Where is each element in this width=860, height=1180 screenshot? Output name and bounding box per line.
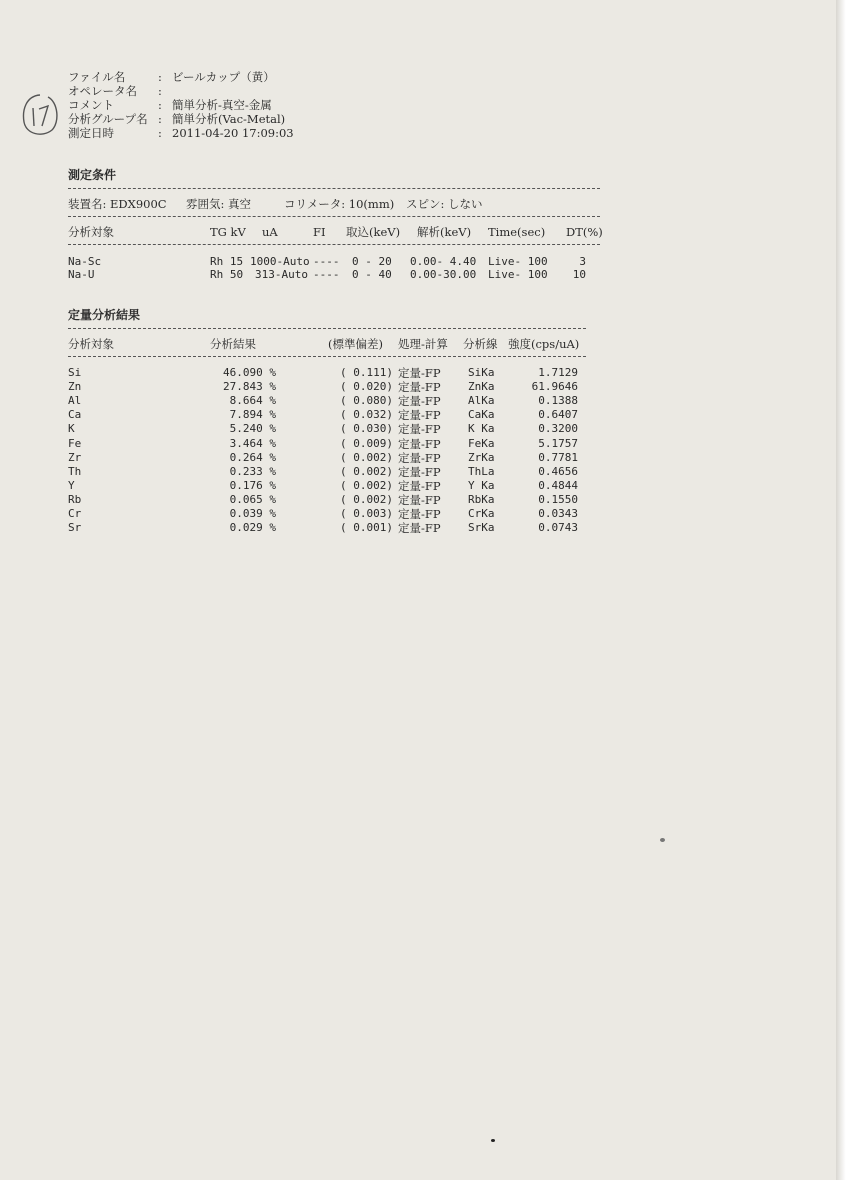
result-value: 5.240 % [229, 422, 276, 436]
result-intensity: 0.4844 [538, 478, 578, 492]
colon: : [158, 112, 162, 126]
result-value: 0.065 % [229, 492, 276, 506]
result-line: ZrKa [468, 450, 495, 464]
result-line: RbKa [468, 492, 495, 506]
result-intensity: 0.0743 [538, 521, 578, 535]
result-value: 46.090 % [223, 366, 276, 379]
cond-time: Live- 100 [488, 255, 548, 268]
result-process: 定量-FP [398, 450, 441, 465]
result-value: 0.029 % [229, 521, 276, 535]
cond-fi: ---- [313, 268, 340, 281]
spin: スピン: しない [406, 197, 483, 211]
cond-ua: 313-Auto [255, 268, 308, 281]
cond-tg-kv: Rh 50 [210, 268, 244, 281]
comment-label: コメント [68, 98, 114, 112]
result-stddev: ( 0.009) [340, 436, 393, 450]
result-value: 27.843 % [223, 380, 276, 394]
result-stddev: ( 0.002) [340, 464, 393, 478]
result-intensity: 0.4656 [538, 464, 578, 478]
cond-dt: 3 [579, 255, 586, 268]
result-element: Zr [68, 450, 82, 464]
col-time: Time(sec) [488, 225, 546, 239]
file-value: ビールカップ（黄） [172, 70, 275, 84]
result-line: CrKa [468, 507, 495, 520]
result-process: 定量-FP [398, 507, 441, 521]
result-stddev: ( 0.030) [340, 422, 393, 436]
result-element: Zn [68, 380, 82, 394]
collimator: コリメータ: 10(mm) [284, 197, 395, 211]
colon: : [158, 126, 162, 140]
result-process: 定量-FP [398, 464, 441, 479]
result-intensity: 0.7781 [538, 450, 578, 464]
col-fi: FI [313, 225, 326, 239]
result-element: K [68, 422, 75, 436]
date-value: 2011-04-20 17:09:03 [172, 126, 294, 140]
divider [68, 244, 600, 245]
col-result: 分析結果 [210, 337, 256, 351]
cond-ana: 0.00-30.00 [410, 268, 477, 281]
cond-ana: 0.00- 4.40 [410, 255, 477, 268]
result-value: 3.464 % [229, 436, 276, 450]
cond-target: Na-Sc [68, 255, 102, 268]
col-ua: uA [262, 225, 278, 239]
result-line: ZnKa [468, 380, 495, 394]
result-line: SiKa [468, 366, 495, 379]
result-stddev: ( 0.111) [340, 366, 393, 379]
result-element: Fe [68, 436, 82, 450]
cond-acq: 0 - 20 [352, 255, 392, 268]
cond-dt: 10 [572, 268, 586, 281]
col-intensity: 強度(cps/uA) [508, 337, 580, 351]
cond-time: Live- 100 [488, 268, 548, 281]
result-line: CaKa [468, 408, 495, 422]
result-value: 0.039 % [229, 507, 276, 520]
col-acq: 取込(keV) [346, 225, 401, 239]
result-stddev: ( 0.002) [340, 450, 393, 464]
colon: : [158, 98, 162, 112]
device-name: 装置名: EDX900C [68, 197, 167, 211]
result-process: 定量-FP [398, 436, 441, 451]
result-intensity: 0.3200 [538, 422, 578, 436]
col-target: 分析対象 [68, 337, 114, 351]
result-process: 定量-FP [398, 521, 441, 536]
result-process: 定量-FP [398, 422, 441, 437]
date-label: 測定日時 [68, 126, 114, 140]
result-process: 定量-FP [398, 394, 441, 409]
cond-fi: ---- [313, 255, 340, 268]
result-value: 0.233 % [229, 464, 276, 478]
result-intensity: 0.1550 [538, 492, 578, 506]
colon: : [158, 84, 162, 98]
result-element: Al [68, 394, 82, 408]
col-dt: DT(%) [566, 225, 603, 239]
col-stddev: (標準偏差) [328, 337, 383, 351]
result-intensity: 0.0343 [538, 507, 578, 520]
result-value: 7.894 % [229, 408, 276, 422]
file-label: ファイル名 [68, 70, 126, 84]
scan-edge [836, 0, 860, 1180]
result-process: 定量-FP [398, 408, 441, 423]
comment-value: 簡単分析-真空-金属 [172, 98, 272, 112]
conditions-title: 測定条件 [68, 168, 117, 182]
result-stddev: ( 0.001) [340, 521, 393, 535]
divider [68, 216, 600, 217]
result-element: Th [68, 464, 82, 478]
result-value: 0.176 % [229, 478, 276, 492]
result-stddev: ( 0.032) [340, 408, 393, 422]
group-label: 分析グループ名 [68, 112, 148, 126]
result-intensity: 1.7129 [538, 366, 578, 379]
divider [68, 328, 586, 329]
col-target: 分析対象 [68, 225, 114, 239]
operator-label: オペレータ名 [68, 84, 137, 98]
result-element: Ca [68, 408, 82, 422]
result-stddev: ( 0.080) [340, 394, 393, 408]
result-stddev: ( 0.020) [340, 380, 393, 394]
result-stddev: ( 0.002) [340, 492, 393, 506]
cond-acq: 0 - 40 [352, 268, 392, 281]
atmosphere: 雰囲気: 真空 [186, 197, 252, 211]
result-element: Sr [68, 521, 82, 535]
result-line: AlKa [468, 394, 495, 408]
result-process: 定量-FP [398, 366, 441, 380]
result-intensity: 5.1757 [538, 436, 578, 450]
col-line: 分析線 [463, 337, 498, 351]
result-process: 定量-FP [398, 492, 441, 507]
result-intensity: 0.6407 [538, 408, 578, 422]
col-tg-kv: TG kV [210, 225, 246, 239]
cond-target: Na-U [68, 268, 95, 281]
result-process: 定量-FP [398, 380, 441, 395]
result-stddev: ( 0.003) [340, 507, 393, 520]
handwritten-circle-mark [20, 92, 60, 138]
cond-tg-kv: Rh 15 [210, 255, 244, 268]
result-line: K Ka [468, 422, 495, 436]
result-line: SrKa [468, 521, 495, 535]
result-element: Y [68, 478, 75, 492]
scan-speck [491, 1139, 495, 1142]
group-value: 簡単分析(Vac-Metal) [172, 112, 286, 126]
results-title: 定量分析結果 [68, 308, 141, 322]
result-element: Si [68, 366, 82, 379]
result-stddev: ( 0.002) [340, 478, 393, 492]
result-intensity: 61.9646 [531, 380, 578, 394]
result-line: ThLa [468, 464, 495, 478]
result-element: Cr [68, 507, 82, 520]
scan-speck [660, 838, 665, 842]
result-process: 定量-FP [398, 478, 441, 493]
cond-ua: 1000-Auto [250, 255, 310, 268]
divider [68, 356, 586, 357]
result-value: 0.264 % [229, 450, 276, 464]
result-line: FeKa [468, 436, 495, 450]
result-value: 8.664 % [229, 394, 276, 408]
result-line: Y Ka [468, 478, 495, 492]
col-process: 処理-計算 [398, 337, 448, 351]
result-intensity: 0.1388 [538, 394, 578, 408]
col-ana: 解析(keV) [417, 225, 472, 239]
divider [68, 188, 600, 189]
colon: : [158, 70, 162, 84]
result-element: Rb [68, 492, 82, 506]
